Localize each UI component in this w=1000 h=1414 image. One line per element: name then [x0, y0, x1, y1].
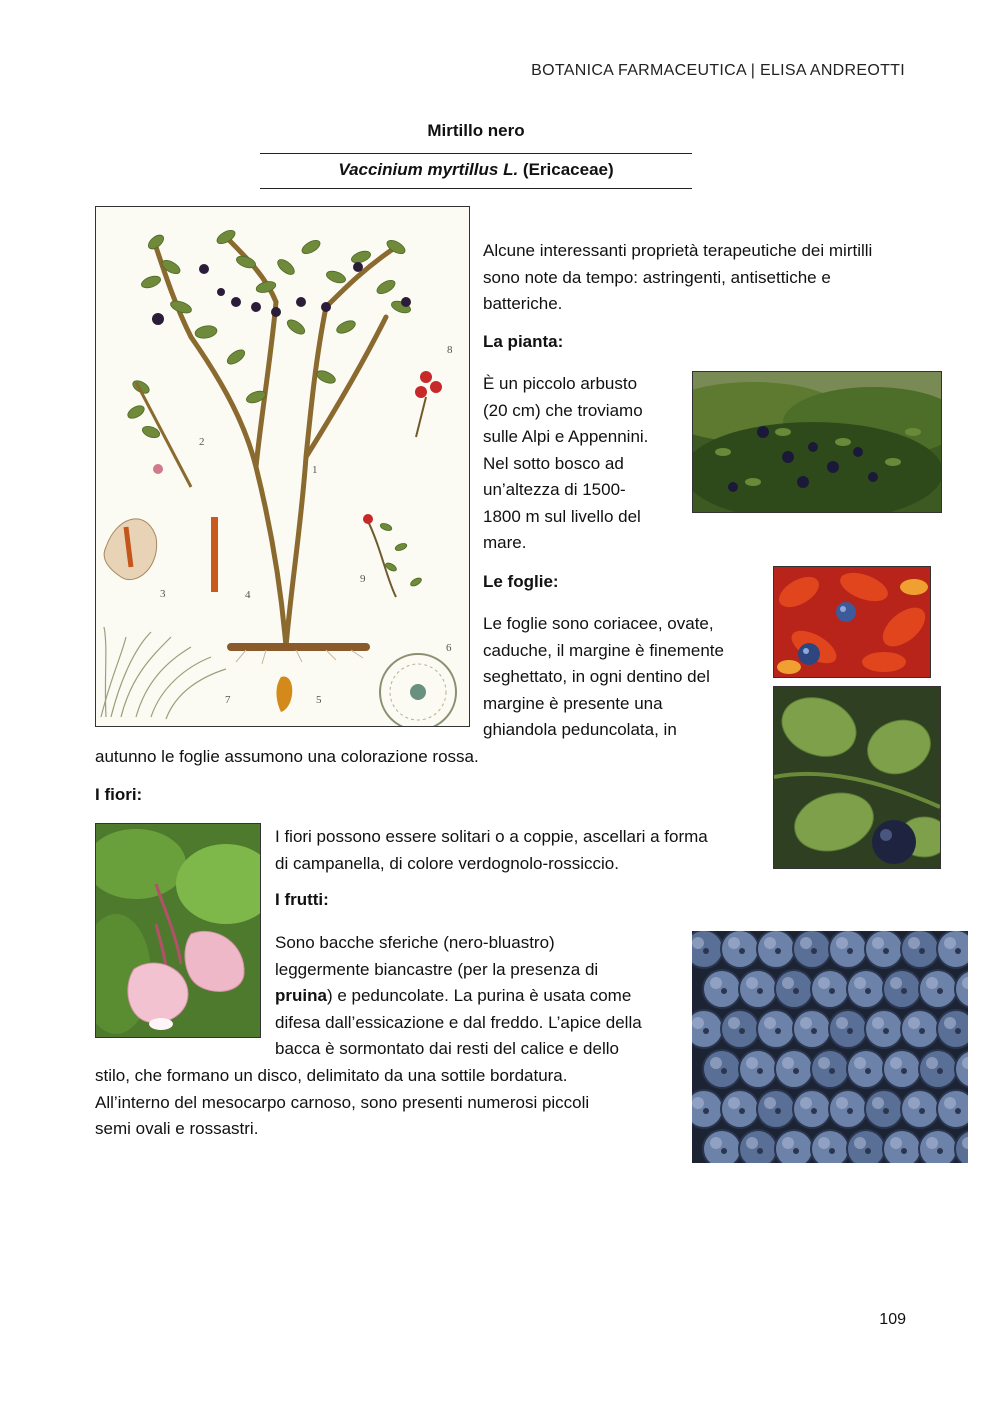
frutti-tail [95, 1063, 685, 1143]
pianta-line: Nel sotto bosco ad [483, 453, 624, 473]
illustration-number-1: 1 [312, 464, 318, 476]
fiori-paragraph [275, 824, 755, 877]
family-name: (Ericaceae) [522, 160, 614, 179]
pianta-line: un’altezza di 1500- [483, 480, 626, 499]
blueberries-photo [692, 931, 968, 1163]
illustration-number-3: 3 [160, 588, 166, 600]
botanical-illustration [95, 206, 470, 727]
pianta-line: sulle Alpi e Appennini. [483, 427, 649, 446]
page-title: Mirtillo nero [427, 121, 525, 140]
intro-paragraph: Alcune interessanti proprietà terapeutiche dei mirtilli sono note da tempo: astringenti, antisettiche e batteriche. [483, 241, 873, 313]
frutti-line-rest: ) e peduncolate. La purina è usata come [326, 986, 632, 1005]
foglie-line: margine è presente una [483, 693, 663, 713]
autumn-leaves-photo [773, 566, 931, 678]
title-rule-top [260, 153, 692, 154]
shrub-photo [692, 371, 942, 513]
foglie-line: ghiandola peduncolata, in [483, 720, 677, 739]
pianta-line: È un piccolo arbusto [483, 374, 638, 393]
frutti-tail-line: semi ovali e rossastri. [95, 1119, 259, 1138]
illustration-number-2: 2 [199, 436, 205, 448]
frutti-line: leggermente biancastre (per la presenza di [275, 959, 599, 979]
heading-fiori: I fiori: [95, 785, 143, 804]
foglie-line: seghettato, in ogni dentino del [483, 667, 710, 686]
pianta-line: 1800 m sul livello del [483, 506, 641, 526]
frutti-line: difesa dall’essicazione e dal freddo. L’apice della [275, 1012, 642, 1032]
running-header: BOTANICA FARMACEUTICA | ELISA ANDREOTTI [531, 62, 905, 79]
illustration-number-6: 6 [446, 642, 452, 654]
foglie-paragraph [483, 611, 768, 744]
illustration-number-8: 8 [447, 344, 453, 356]
foglie-tail: autunno le foglie assumono una colorazione rossa. [95, 747, 479, 766]
pruina-term: pruina [275, 986, 327, 1005]
heading-pianta: La pianta: [483, 332, 564, 351]
heading-frutti: I frutti: [275, 890, 329, 909]
scientific-name [260, 160, 692, 180]
illustration-number-5: 5 [316, 694, 322, 706]
title-rule-bottom [260, 188, 692, 189]
frutti-line: bacca è sormontato dai resti del calice e dello [275, 1039, 619, 1058]
illustration-number-7: 7 [225, 694, 231, 706]
pianta-line: mare. [483, 533, 527, 552]
illustration-number-4: 4 [245, 589, 251, 601]
frutti-tail-line: stilo, che formano un disco, delimitato da una sottile bordatura. [95, 1066, 568, 1085]
frutti-paragraph [275, 930, 685, 1063]
flowers-photo [95, 823, 261, 1038]
fiori-line: di campanella, di colore verdognolo-rossiccio. [275, 853, 619, 873]
foglie-line: Le foglie sono coriacee, ovate, [483, 614, 714, 633]
foglie-line: caduche, il margine è finemente [483, 640, 724, 660]
latin-name: Vaccinium myrtillus L. [338, 160, 519, 179]
heading-foglie: Le foglie: [483, 572, 559, 591]
illustration-number-9: 9 [360, 573, 366, 585]
pianta-line: (20 cm) che troviamo [483, 400, 643, 420]
page-number: 109 [879, 1311, 906, 1328]
frutti-line [275, 983, 685, 1010]
frutti-line: Sono bacche sferiche (nero-bluastro) [275, 933, 555, 952]
frutti-tail-line: All’interno del mesocarpo carnoso, sono presenti numerosi piccoli [95, 1092, 590, 1112]
green-leaves-photo [773, 686, 941, 869]
fiori-line: I fiori possono essere solitari o a coppie, ascellari a forma [275, 827, 708, 846]
pianta-paragraph [483, 371, 683, 557]
